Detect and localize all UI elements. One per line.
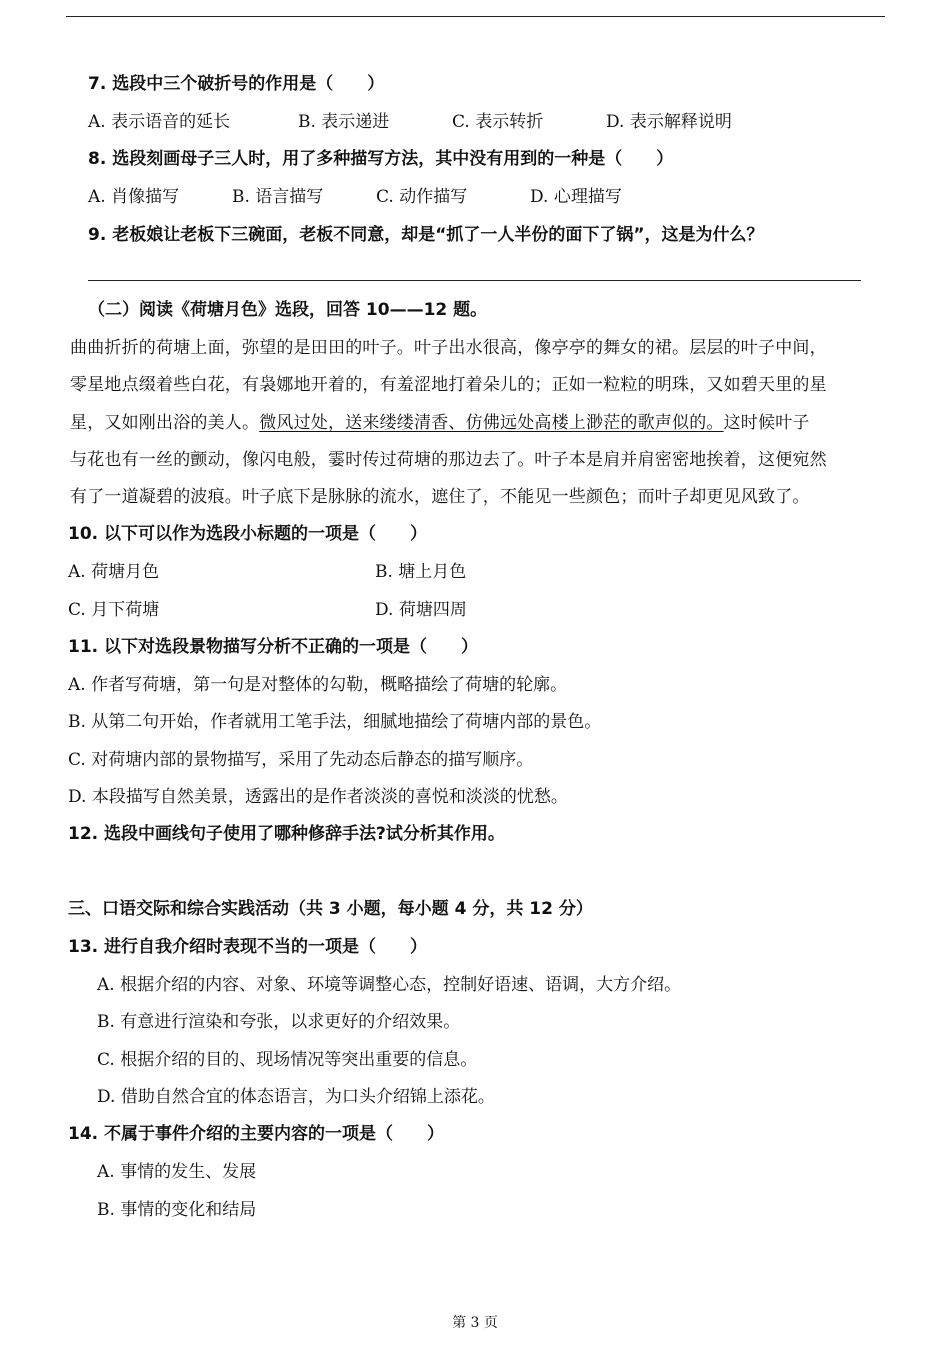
question-12-stem: 12. 选段中画线句子使用了哪种修辞手法?试分析其作用。 <box>68 824 505 844</box>
question-13-option-d: D. 借助自然合宜的体态语言，为口头介绍锦上添花。 <box>97 1087 495 1107</box>
passage-line-5: 有了一道凝碧的波痕。叶子底下是脉脉的流水，遮住了，不能见一些颜色；而叶子却更见风致了。 <box>70 487 810 507</box>
question-8-option-a: A. 肖像描写 <box>88 187 180 207</box>
question-11-stem: 11. 以下对选段景物描写分析不正确的一项是（ ） <box>68 637 479 657</box>
question-7-stem: 7. 选段中三个破折号的作用是（ ） <box>88 74 385 94</box>
section-3-heading: 三、口语交际和综合实践活动（共 3 小题，每小题 4 分，共 12 分） <box>68 899 593 919</box>
question-8-option-c: C. 动作描写 <box>376 187 468 207</box>
question-10-option-b: B. 塘上月色 <box>375 562 467 582</box>
question-8-stem: 8. 选段刻画母子三人时，用了多种描写方法，其中没有用到的一种是（ ） <box>88 149 674 169</box>
passage-line-3-end: 这时候叶子 <box>723 413 810 433</box>
question-11-option-d: D. 本段描写自然美景，透露出的是作者淡淡的喜悦和淡淡的忧愁。 <box>68 787 568 807</box>
question-14-option-a: A. 事情的发生、发展 <box>97 1162 257 1182</box>
question-7-option-a: A. 表示语音的延长 <box>88 112 231 132</box>
question-14-stem: 14. 不属于事件介绍的主要内容的一项是（ ） <box>68 1124 445 1144</box>
question-8-option-b: B. 语言描写 <box>232 187 324 207</box>
question-10-option-c: C. 月下荷塘 <box>68 600 160 620</box>
question-13-option-a: A. 根据介绍的内容、对象、环境等调整心态，控制好语速、语调，大方介绍。 <box>97 975 682 995</box>
underlined-sentence: 微风过处，送来缕缕清香、仿佛远处高楼上渺茫的歌声似的。 <box>259 413 724 433</box>
question-11-option-c: C. 对荷塘内部的景物描写，采用了先动态后静态的描写顺序。 <box>68 750 534 770</box>
header-rule <box>66 16 885 17</box>
passage-line-3-start: 星，又如刚出浴的美人。 <box>70 413 260 433</box>
question-13-option-b: B. 有意进行渲染和夸张，以求更好的介绍效果。 <box>97 1012 461 1032</box>
question-7-option-d: D. 表示解释说明 <box>606 112 732 132</box>
question-11-option-a: A. 作者写荷塘，第一句是对整体的勾勒，概略描绘了荷塘的轮廓。 <box>68 675 568 695</box>
passage-line-1: 曲曲折折的荷塘上面，弥望的是田田的叶子。叶子出水很高，像亭亭的舞女的裙。层层的叶子中间， <box>70 338 827 358</box>
passage-line-4: 与花也有一丝的颤动，像闪电般，霎时传过荷塘的那边去了。叶子本是肩并肩密密地挨着，这便宛然 <box>70 450 827 470</box>
question-14-option-b: B. 事情的变化和结局 <box>97 1200 257 1220</box>
question-10-option-d: D. 荷塘四周 <box>375 600 467 620</box>
question-10-stem: 10. 以下可以作为选段小标题的一项是（ ） <box>68 524 428 544</box>
question-10-option-a: A. 荷塘月色 <box>68 562 160 582</box>
passage-line-2: 零星地点缀着些白花，有袅娜地开着的，有羞涩地打着朵儿的；正如一粒粒的明珠，又如碧天里的星 <box>70 375 827 395</box>
passage-line-3 <box>70 411 810 435</box>
question-11-option-b: B. 从第二句开始，作者就用工笔手法，细腻地描绘了荷塘内部的景色。 <box>68 712 602 732</box>
question-7-option-c: C. 表示转折 <box>452 112 544 132</box>
question-13-stem: 13. 进行自我介绍时表现不当的一项是（ ） <box>68 937 428 957</box>
question-7-option-b: B. 表示递进 <box>298 112 390 132</box>
page-number: 第 3 页 <box>452 1315 498 1331</box>
question-13-option-c: C. 根据介绍的目的、现场情况等突出重要的信息。 <box>97 1050 478 1070</box>
section-2-heading: （二）阅读《荷塘月色》选段，回答 10——12 题。 <box>88 300 488 320</box>
question-9-stem: 9. 老板娘让老板下三碗面，老板不同意，却是“抓了一人半份的面下了锅”，这是为什么？ <box>88 225 764 245</box>
question-9-answer-line[interactable] <box>88 280 861 281</box>
question-8-option-d: D. 心理描写 <box>530 187 622 207</box>
